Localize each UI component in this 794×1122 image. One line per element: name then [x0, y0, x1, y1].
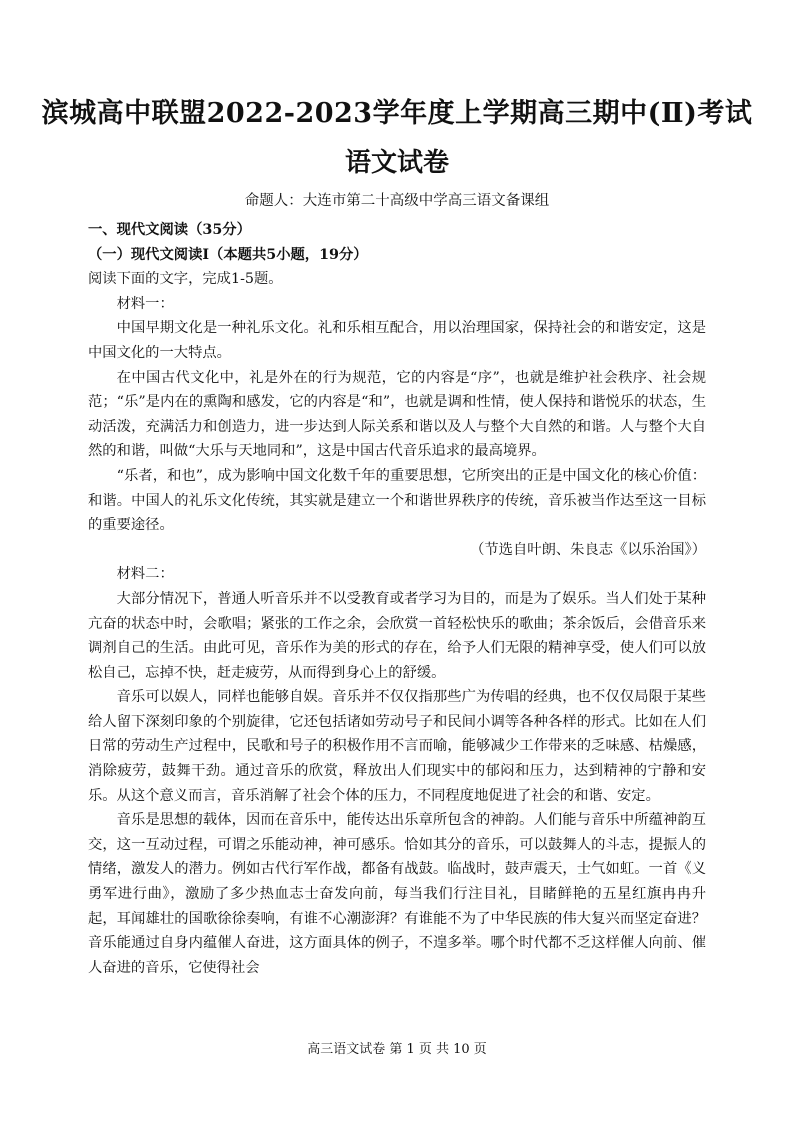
page-footer: 高三语文试卷 第 1 页 共 10 页: [307, 1042, 487, 1057]
paragraph: “乐者，和也”，成为影响中国文化数千年的重要思想，它所突出的正是中国文化的核心价值：和谐。中国人的礼乐文化传统，其实就是建立一个和谐世界秩序的传统，音乐被当作达至这一目标的重要途径。: [88, 467, 706, 534]
section-heading: 一、现代文阅读（35分）: [88, 222, 251, 238]
paragraph: 音乐可以娱人，同样也能够自娱。音乐并不仅仅指那些广为传唱的经典，也不仅仅局限于某些给人留下深刻印象的个别旋律，它还包括诸如劳动号子和民间小调等各种各样的形式。比如在人们日常的劳动生产过程中，民歌和号子的积极作用不言而喻，能够减少工作带来的乏味感、枯燥感，消除疲劳，鼓舞干劲。通过音乐的欣赏，释放出人们现实中的郁闷和压力，达到精神的宁静和安乐。从这个意义而言，音乐消解了社会个体的压力，不同程度地促进了社会的和谐、安定。: [88, 689, 706, 804]
exam-content: [88, 218, 706, 980]
material-label: 材料一：: [116, 295, 174, 312]
exam-title: 滨城高中联盟2022-2023学年度上学期高三期中(Ⅱ)考试: [41, 98, 753, 129]
exam-subtitle: 语文试卷: [344, 148, 449, 178]
paragraph: 音乐是思想的载体，因而在音乐中，能传达出乐章所包含的神韵。人们能与音乐中所蕴神韵互交，这一互动过程，可谓之乐能动神，神可感乐。恰如其分的音乐，可以鼓舞人的斗志，提振人的情绪，激发人的潜力。例如古代行军作战，都备有战鼓。临战时，鼓声震天，士气如虹。一首《义勇军进行曲》，激励了多少热血志士奋发向前，每当我们行注目礼，目睹鲜艳的五星红旗冉冉升起，耳闻雄壮的国歌徐徐奏响，有谁不心潮澎湃？有谁能不为了中华民族的伟大复兴而坚定奋进？音乐能通过自身内蕴催人奋进，这方面具体的例子，不遑多举。哪个时代都不乏这样催人向前、催人奋进的音乐，它使得社会: [88, 812, 706, 976]
author-line: 命题人：大连市第二十高级中学高三语文备课组: [244, 193, 550, 209]
paragraph: 中国早期文化是一种礼乐文化。礼和乐相互配合，用以治理国家，保持社会的和谐安定，这是中国文化的一大特点。: [88, 320, 706, 361]
paragraph: 大部分情况下，普通人听音乐并不以受教育或者学习为目的，而是为了娱乐。当人们处于某种亢奋的状态中时，会歌唱；紧张的工作之余，会欣赏一首轻松快乐的歌曲；茶余饭后，会借音乐来调剂自己的生活。由此可见，音乐作为美的形式的存在，给予人们无限的精神享受，使人们可以放松自己，忘掉不快，赶走疲劳，从而得到身心上的舒缓。: [88, 590, 706, 681]
paragraph: 在中国古代文化中，礼是外在的行为规范，它的内容是“序”，也就是维护社会秩序、社会规范；“乐”是内在的熏陶和感发，它的内容是“和”，也就是调和性情，使人保持和谐悦乐的状态，生动活泼，充满活力和创造力，进一步达到人际关系和谐以及人与整个大自然的和谐。人与整个大自然的和谐，叫做“大乐与天地同和”，这是中国古代音乐追求的最高境界。: [88, 369, 706, 460]
source-citation: （节选自叶朗、朱良志《以乐治国》）: [470, 541, 706, 558]
instruction-text: 阅读下面的文字，完成1-5题。: [88, 271, 283, 288]
material-label: 材料二：: [116, 566, 174, 583]
sub-section-heading: （一）现代文阅读Ⅰ（本题共5小题，19分）: [88, 246, 368, 263]
